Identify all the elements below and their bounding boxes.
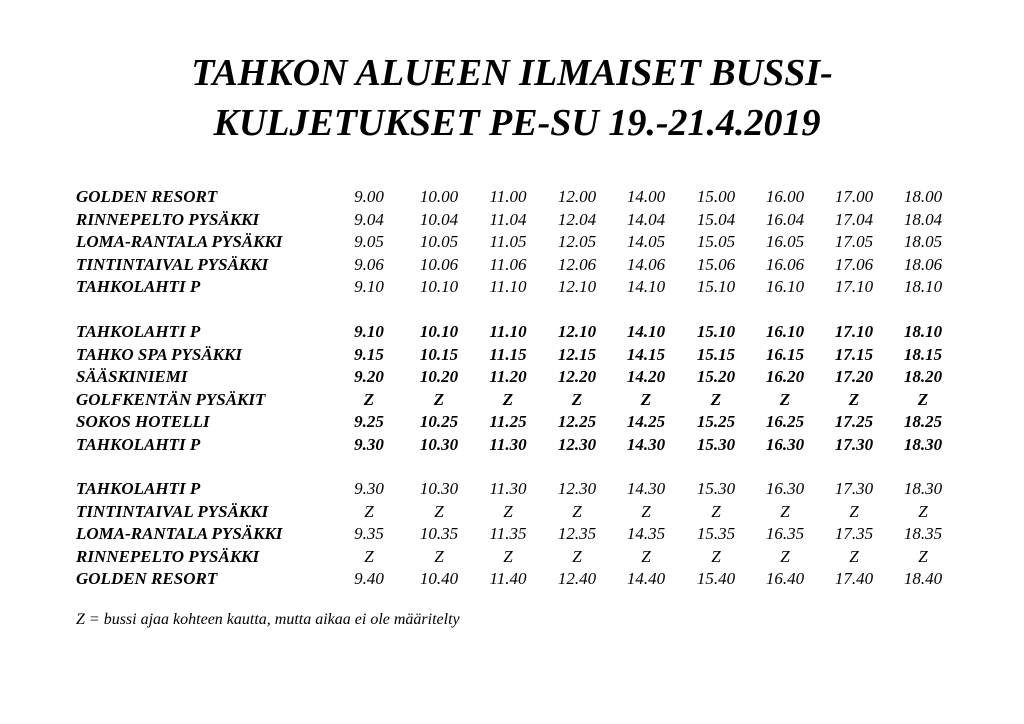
departure-time: Z <box>918 501 928 521</box>
departure-time: 16.05 <box>765 232 805 251</box>
stop-name: TAHKO SPA PYSÄKKI <box>76 344 242 364</box>
departure-time: Z <box>917 389 929 409</box>
departure-time: 12.30 <box>557 434 597 454</box>
departure-time: 11.20 <box>489 367 527 386</box>
departure-time: 17.25 <box>834 412 874 431</box>
footnote: Z = bussi ajaa kohteen kautta, mutta aikaa ei ole määritelty <box>76 611 460 628</box>
departure-time: 15.10 <box>696 277 736 296</box>
departure-time: 10.15 <box>419 344 459 364</box>
departure-time: 15.04 <box>696 209 736 229</box>
departure-time: 9.35 <box>354 524 384 543</box>
departure-time: Z <box>780 546 790 566</box>
departure-time: 16.30 <box>765 434 805 454</box>
departure-time: Z <box>572 546 582 566</box>
departure-time: 9.30 <box>354 434 384 454</box>
stop-name: LOMA-RANTALA PYSÄKKI <box>76 232 283 251</box>
departure-time: 16.10 <box>765 277 805 296</box>
departure-time: Z <box>364 501 374 521</box>
departure-time: 16.15 <box>765 344 805 364</box>
title-line-2: KULJETUKSET PE-SU 19.-21.4.2019 <box>213 102 821 144</box>
stop-name: SOKOS HOTELLI <box>76 412 210 431</box>
departure-time: 16.30 <box>765 479 805 498</box>
departure-time: 9.04 <box>354 209 384 229</box>
departure-time: Z <box>503 501 513 521</box>
departure-time: 15.30 <box>696 479 736 498</box>
departure-time: Z <box>641 501 651 521</box>
stop-name: RINNEPELTO PYSÄKKI <box>76 546 260 566</box>
departure-time: 9.10 <box>354 277 384 296</box>
departure-time: 12.30 <box>557 479 597 498</box>
departure-time: 10.00 <box>419 187 459 206</box>
departure-time: 18.15 <box>903 344 943 364</box>
departure-time: 16.25 <box>765 412 805 431</box>
departure-time: 12.10 <box>557 322 597 341</box>
departure-time: Z <box>849 501 859 521</box>
departure-time: 9.05 <box>354 232 384 251</box>
departure-time: 9.06 <box>354 254 384 274</box>
departure-time: 11.40 <box>489 569 527 588</box>
departure-time: 12.15 <box>557 344 597 364</box>
departure-time: 15.40 <box>696 569 736 588</box>
departure-time: 9.00 <box>354 187 384 206</box>
departure-time: 10.20 <box>419 367 459 386</box>
departure-time: 15.20 <box>696 367 736 386</box>
departure-time: 16.40 <box>765 569 805 588</box>
departure-time: 18.25 <box>903 412 943 431</box>
departure-time: 10.30 <box>419 434 459 454</box>
departure-time: 17.06 <box>834 254 874 274</box>
stop-name: TAHKOLAHTI P <box>76 434 201 454</box>
departure-time: 14.10 <box>626 322 666 341</box>
document-title <box>0 48 1024 148</box>
departure-time: Z <box>780 501 790 521</box>
departure-time: 14.15 <box>626 344 666 364</box>
departure-time: 11.00 <box>489 187 527 206</box>
departure-time: 12.05 <box>557 232 597 251</box>
departure-time: 16.00 <box>765 187 805 206</box>
departure-time: 17.30 <box>834 434 874 454</box>
departure-time: 15.06 <box>696 254 736 274</box>
departure-time: Z <box>571 389 583 409</box>
departure-time: Z <box>848 389 860 409</box>
departure-time: 14.00 <box>626 187 666 206</box>
departure-time: 14.30 <box>626 434 666 454</box>
departure-time: 11.10 <box>489 277 527 296</box>
departure-time: 15.35 <box>696 524 736 543</box>
departure-time: 17.00 <box>834 187 874 206</box>
departure-time: 11.15 <box>489 344 527 364</box>
departure-time: 16.04 <box>765 209 805 229</box>
title-line-1: TAHKON ALUEEN ILMAISET BUSSI- <box>191 52 833 94</box>
departure-time: 18.35 <box>903 524 943 543</box>
departure-time: 12.04 <box>557 209 597 229</box>
departure-time: 9.20 <box>354 367 384 386</box>
departure-time: 11.30 <box>489 479 527 498</box>
departure-time: 17.15 <box>834 344 874 364</box>
departure-time: Z <box>572 501 582 521</box>
stop-name: SÄÄSKINIEMI <box>76 367 188 386</box>
departure-time: 14.30 <box>626 479 666 498</box>
departure-time: Z <box>711 546 721 566</box>
departure-time: 17.20 <box>834 367 874 386</box>
departure-time: Z <box>503 546 513 566</box>
stop-name: TINTINTAIVAL PYSÄKKI <box>76 254 269 274</box>
stop-name: GOLFKENTÄN PYSÄKIT <box>76 389 266 409</box>
departure-time: Z <box>918 546 928 566</box>
stop-name: TINTINTAIVAL PYSÄKKI <box>76 501 269 521</box>
departure-time: 18.06 <box>903 254 943 274</box>
departure-time: 11.25 <box>489 412 527 431</box>
departure-time: 17.10 <box>834 322 874 341</box>
departure-time: 14.35 <box>626 524 666 543</box>
departure-time: 10.04 <box>419 209 459 229</box>
departure-time: 16.10 <box>765 322 805 341</box>
departure-time: 15.00 <box>696 187 736 206</box>
departure-time: 15.25 <box>696 412 736 431</box>
departure-time: 16.20 <box>765 367 805 386</box>
departure-time: Z <box>433 389 445 409</box>
departure-time: 12.10 <box>557 277 597 296</box>
departure-time: 10.30 <box>419 479 459 498</box>
departure-time: 17.35 <box>834 524 874 543</box>
departure-time: Z <box>364 546 374 566</box>
stop-name: TAHKOLAHTI P <box>76 322 201 341</box>
departure-time: 17.05 <box>834 232 874 251</box>
departure-time: 17.10 <box>834 277 874 296</box>
departure-time: 17.30 <box>834 479 874 498</box>
departure-time: 10.06 <box>419 254 459 274</box>
departure-time: Z <box>640 389 652 409</box>
departure-time: 14.25 <box>626 412 666 431</box>
departure-time: 10.05 <box>419 232 459 251</box>
departure-time: 18.05 <box>903 232 943 251</box>
departure-time: 18.20 <box>903 367 943 386</box>
departure-time: 12.25 <box>557 412 597 431</box>
departure-time: 15.05 <box>696 232 736 251</box>
departure-time: Z <box>641 546 651 566</box>
departure-time: 17.04 <box>834 209 874 229</box>
departure-time: 9.10 <box>354 322 384 341</box>
departure-time: 10.10 <box>419 277 459 296</box>
departure-time: 18.30 <box>903 434 943 454</box>
departure-time: 14.10 <box>626 277 666 296</box>
departure-time: 14.05 <box>626 232 666 251</box>
stop-name: RINNEPELTO PYSÄKKI <box>76 209 260 229</box>
departure-time: 14.20 <box>626 367 666 386</box>
stop-name: GOLDEN RESORT <box>76 187 218 206</box>
departure-time: 12.35 <box>557 524 597 543</box>
departure-time: 18.04 <box>903 209 943 229</box>
departure-time: 18.10 <box>903 277 943 296</box>
departure-time: 10.40 <box>419 569 459 588</box>
stop-name: TAHKOLAHTI P <box>76 277 201 296</box>
departure-time: 14.06 <box>626 254 666 274</box>
departure-time: 12.20 <box>557 367 597 386</box>
departure-time: 16.06 <box>765 254 805 274</box>
departure-time: 9.25 <box>354 412 384 431</box>
departure-time: Z <box>502 389 514 409</box>
departure-time: Z <box>711 501 721 521</box>
departure-time: 9.40 <box>354 569 384 588</box>
departure-time: 10.10 <box>419 322 459 341</box>
departure-time: Z <box>710 389 722 409</box>
departure-time: 14.40 <box>626 569 666 588</box>
departure-time: 11.30 <box>489 434 527 454</box>
departure-time: 12.40 <box>557 569 597 588</box>
departure-time: 14.04 <box>626 209 666 229</box>
stop-name: LOMA-RANTALA PYSÄKKI <box>76 524 283 543</box>
stop-name: GOLDEN RESORT <box>76 569 218 588</box>
departure-time: 12.06 <box>557 254 597 274</box>
departure-time: 9.15 <box>354 344 384 364</box>
stop-name: TAHKOLAHTI P <box>76 479 201 498</box>
departure-time: Z <box>779 389 791 409</box>
departure-time: 18.30 <box>903 479 943 498</box>
departure-time: Z <box>434 501 444 521</box>
departure-time: Z <box>363 389 375 409</box>
departure-time: Z <box>849 546 859 566</box>
departure-time: 11.35 <box>489 524 527 543</box>
departure-time: 10.25 <box>419 412 459 431</box>
departure-time: 17.40 <box>834 569 874 588</box>
departure-time: 12.00 <box>557 187 597 206</box>
departure-time: 10.35 <box>419 524 459 543</box>
departure-time: 18.40 <box>903 569 943 588</box>
departure-time: 11.10 <box>489 322 527 341</box>
departure-time: 18.10 <box>903 322 943 341</box>
departure-time: 16.35 <box>765 524 805 543</box>
departure-time: 11.04 <box>489 209 527 229</box>
departure-time: 11.06 <box>489 254 527 274</box>
departure-time: 15.10 <box>696 322 736 341</box>
departure-time: Z <box>434 546 444 566</box>
departure-time: 15.15 <box>696 344 736 364</box>
departure-time: 9.30 <box>354 479 384 498</box>
departure-time: 11.05 <box>489 232 527 251</box>
departure-time: 15.30 <box>696 434 736 454</box>
departure-time: 18.00 <box>903 187 943 206</box>
